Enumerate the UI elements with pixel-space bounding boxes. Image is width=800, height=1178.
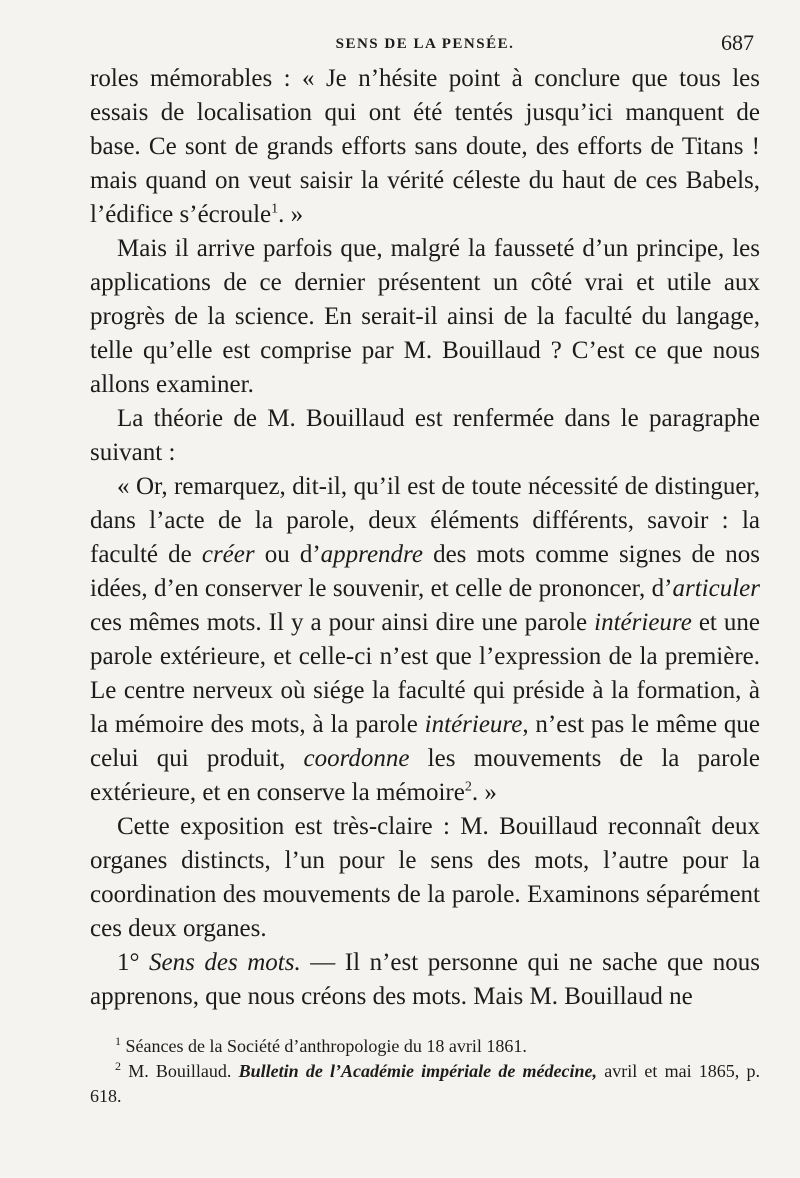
footnotes bbox=[90, 1034, 760, 1109]
footnote-1-mark: 1 bbox=[115, 1034, 121, 1048]
p6-rest: — Il n’est personne qui ne sache que nous apprenons, que nous créons des mots. Mais M. Bouillaud ne bbox=[90, 949, 761, 1010]
footnote-2-part-b: avril et mai 1865, p. 618. bbox=[90, 1061, 760, 1106]
paragraph-3: La théorie de M. Bouillaud est renfermée dans le paragraphe suivant : bbox=[90, 405, 760, 466]
p4-part-e: et une parole extérieure, et celle-ci n’est que l’expression de la première. Le centre nerveux où siége la faculté qui préside à la formation, à la mémoire des mots, à la parole bbox=[90, 609, 760, 738]
footnote-2-title: Bulletin de l’Académie impériale de médecine, bbox=[238, 1061, 598, 1081]
p4-articuler: articuler bbox=[672, 575, 760, 602]
footnote-2-part-a: M. Bouillaud. bbox=[121, 1061, 239, 1081]
footnote-1-text: Séances de la Société d’anthropologie du 18 avril 1861. bbox=[121, 1036, 527, 1056]
p4-part-f: , n’est pas le même que celui qui produit, bbox=[90, 711, 760, 772]
book-page bbox=[90, 28, 760, 1109]
p4-part-d: ces mêmes mots. Il y a pour ainsi dire une parole bbox=[90, 609, 595, 636]
paragraph-4 bbox=[90, 470, 760, 810]
main-text bbox=[90, 62, 760, 1014]
footnote-2 bbox=[90, 1059, 760, 1109]
page-number: 687 bbox=[721, 30, 754, 55]
paragraph-1 bbox=[90, 62, 760, 232]
footnote-1 bbox=[90, 1034, 760, 1059]
p4-creer: créer bbox=[201, 541, 255, 568]
p4-apprendre: apprendre bbox=[320, 541, 423, 568]
paragraph-5: Cette exposition est très-claire : M. Bouillaud reconnaît deux organes distincts, l’un pour le sens des mots, l’autre pour la coordination des mouvements de la parole. Examinons séparément ces deux organes. bbox=[90, 813, 760, 942]
running-title: SENS DE LA PENSÉE. bbox=[335, 36, 515, 52]
p4-interieure-2: intérieure bbox=[424, 711, 523, 738]
page-header bbox=[90, 28, 760, 62]
p4-part-b: ou d’ bbox=[254, 541, 321, 568]
paragraph-1-end: . » bbox=[278, 201, 304, 228]
p6-number: 1° bbox=[117, 949, 150, 976]
p4-part-g: les mouvements de la parole extérieure, et en conserve la mémoire bbox=[90, 745, 760, 806]
p6-title: Sens des mots. bbox=[149, 949, 301, 976]
footnote-2-mark: 2 bbox=[115, 1059, 121, 1073]
footnote-ref-1: 1 bbox=[271, 201, 279, 217]
footnote-ref-2: 2 bbox=[464, 779, 472, 795]
p4-coordonne: coordonne bbox=[303, 745, 410, 772]
p4-part-a: « Or, remarquez, dit-il, qu’il est de toute nécessité de distinguer, dans l’acte de la parole, deux éléments différents, savoir : la faculté de bbox=[90, 473, 760, 568]
p4-part-c: des mots comme signes de nos idées, d’en conserver le souvenir, et celle de prononcer, d’ bbox=[90, 541, 761, 602]
paragraph-1-text: roles mémorables : « Je n’hésite point à conclure que tous les essais de localisation qui ont été tentés jusqu’ici manquent de base. Ce sont de grands efforts sans doute, des efforts de Titans ! mais quand on veut saisir la vérité céleste du haut de ces Babels, l’édifice s’écroule bbox=[90, 65, 760, 228]
p4-interieure-1: intérieure bbox=[594, 609, 692, 636]
paragraph-6 bbox=[90, 946, 760, 1014]
p4-part-h: . » bbox=[471, 779, 497, 806]
paragraph-2: Mais il arrive parfois que, malgré la fausseté d’un principe, les applications de ce dernier présentent un côté vrai et utile aux progrès de la science. En serait-il ainsi de la faculté du langage, telle qu’elle est comprise par M. Bouillaud ? C’est ce que nous allons examiner. bbox=[90, 235, 760, 398]
